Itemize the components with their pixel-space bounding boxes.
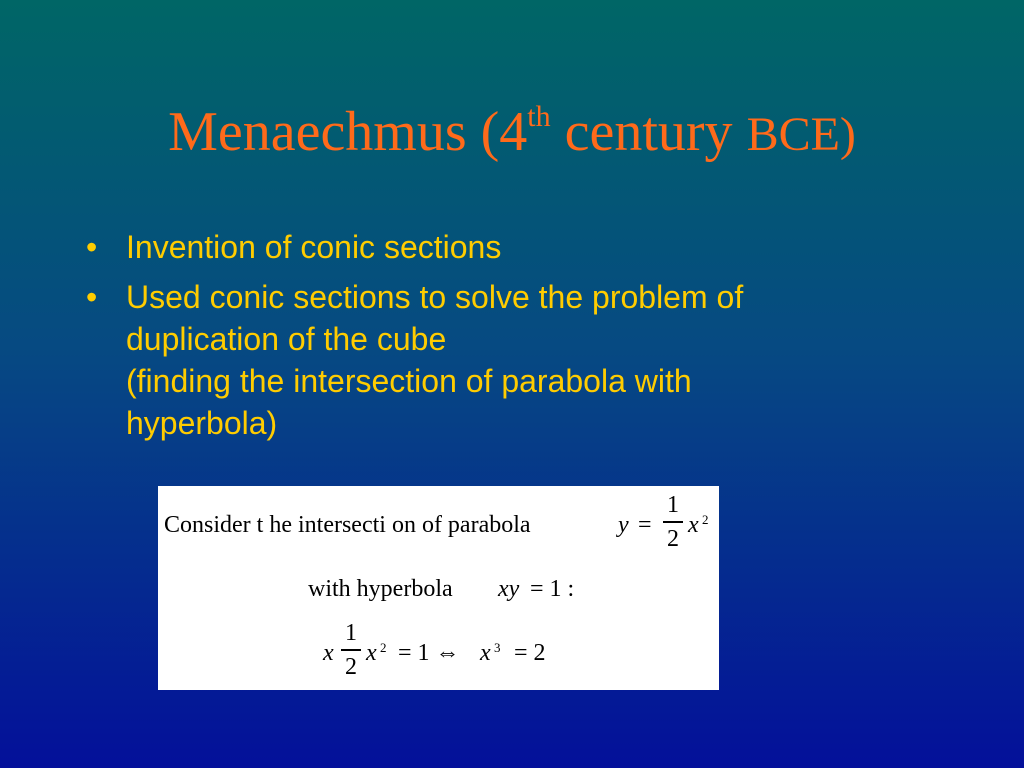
eq-line1-fraction (663, 492, 683, 552)
eq-line2-text: with hyperbola (308, 576, 453, 602)
eq-line3-equals2: = 2 (514, 640, 546, 666)
eq-line1-lhs: y (618, 512, 629, 538)
eq-line1-denominator: 2 (667, 525, 679, 552)
bullet-symbol: • (86, 229, 98, 265)
bullet-line: (finding the intersection of parabola with (126, 363, 692, 399)
eq-line1-var: x (688, 512, 699, 538)
eq-line1-exp: 2 (702, 512, 709, 527)
fraction-bar (663, 521, 683, 523)
eq-line3-var1: x (323, 640, 334, 666)
eq-line3-var2: x (366, 640, 377, 666)
bullet-line: Used conic sections to solve the problem of (126, 279, 744, 315)
eq-line3-denominator: 2 (345, 653, 357, 680)
title-main: Menaechmus (4 (168, 101, 528, 163)
eq-line3-exp3: 3 (494, 640, 501, 655)
bullet-list (86, 226, 926, 452)
eq-line3-var3: x (480, 640, 491, 666)
bullet-symbol: • (86, 279, 98, 315)
eq-line2-expr: xy (498, 576, 520, 602)
bullet-item (86, 226, 926, 268)
eq-line1-numerator: 1 (667, 492, 679, 518)
equation-box (158, 486, 719, 690)
title-era: BCE) (746, 108, 856, 161)
eq-line3-exp2: 2 (380, 640, 387, 655)
fraction-bar (341, 649, 361, 651)
bullet-line: hyperbola) (126, 405, 278, 441)
slide-title (0, 100, 1024, 167)
bullet-line: duplication of the cube (126, 321, 447, 357)
eq-line1-text: Consider t he intersecti on of parabola (164, 512, 531, 538)
eq-line1-equals: = (638, 512, 652, 538)
bullet-item (86, 276, 926, 444)
eq-line3-fraction (341, 620, 361, 680)
title-rest: century (550, 101, 747, 163)
eq-line3-equals1: = 1 ⇔ (398, 640, 460, 666)
eq-line3-numerator: 1 (345, 620, 357, 646)
bullet-text: Invention of conic sections (126, 229, 502, 265)
title-superscript: th (527, 100, 551, 134)
eq-line2-equals: = 1 : (530, 576, 575, 602)
